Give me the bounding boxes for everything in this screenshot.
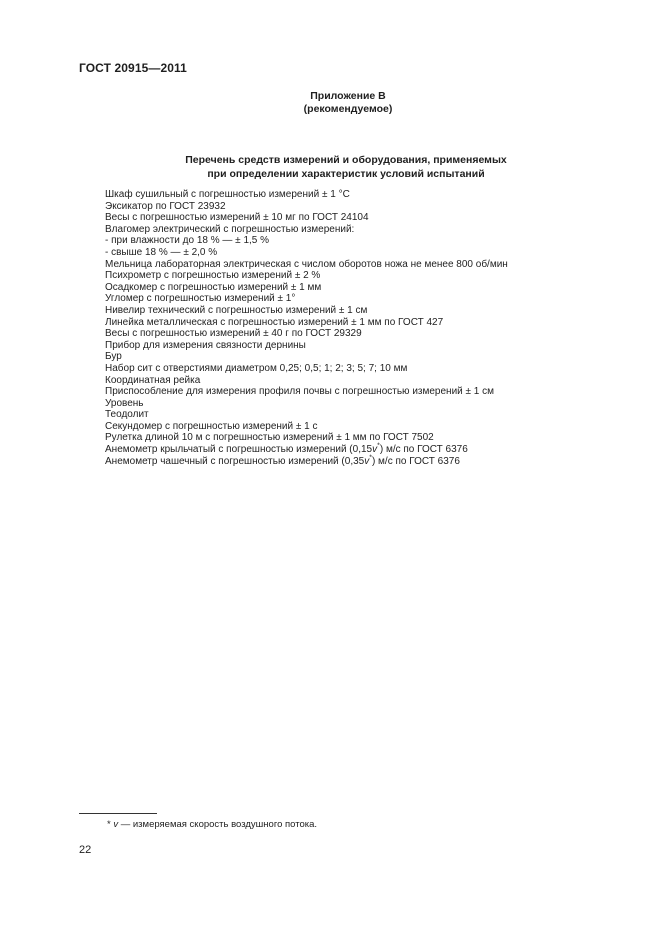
equipment-item-soil-profile-device: Приспособление для измерения профиля почвы с погрешностью измерений ± 1 см	[105, 386, 495, 398]
section-heading	[166, 153, 526, 181]
equipment-item-moisture-meter: Влагомер электрический с погрешностью измерений:	[105, 223, 355, 235]
vane-anemometer-suffix: ) м/с по ГОСТ 6376	[379, 444, 468, 456]
equipment-item-stopwatch: Секундомер с погрешностью измерений ± 1 с	[105, 420, 318, 432]
footnote-text: — измеряемая скорость воздушного потока.	[118, 819, 318, 830]
vane-anemometer-prefix: Анемометр крыльчатый с погрешностью измерений (0,15	[105, 444, 373, 456]
footnote-divider	[79, 813, 157, 814]
footnote-marker: *	[107, 819, 111, 830]
equipment-item-level-instrument: Нивелир технический с погрешностью измерений ± 1 см	[105, 304, 368, 316]
equipment-list	[105, 189, 508, 467]
page-number: 22	[79, 844, 92, 856]
section-heading-line-1: Перечень средств измерений и оборудования, применяемых	[185, 154, 507, 166]
footnote	[107, 819, 317, 831]
appendix-title: Приложение В	[310, 90, 386, 102]
equipment-item-tape-measure: Рулетка длиной 10 м с погрешностью измерений ± 1 мм по ГОСТ 7502	[105, 432, 434, 444]
equipment-item-cup-anemometer	[105, 456, 508, 468]
equipment-item-vane-anemometer	[105, 444, 508, 456]
equipment-item-theodolite: Теодолит	[105, 409, 149, 421]
equipment-item-metal-ruler: Линейка металлическая с погрешностью измерений ± 1 мм по ГОСТ 427	[105, 316, 444, 328]
cup-anemometer-symbol: v	[364, 455, 370, 467]
vane-anemometer-symbol: v	[372, 444, 378, 456]
cup-anemometer-footnote-marker: *	[369, 454, 372, 462]
footnote-symbol: v	[113, 819, 119, 830]
document-code: ГОСТ 20915—2011	[79, 61, 187, 75]
equipment-item-scales-10mg: Весы с погрешностью измерений ± 10 мг по ГОСТ 24104	[105, 212, 369, 224]
section-heading-line-2: при определении характеристик условий испытаний	[207, 168, 485, 180]
equipment-item-rain-gauge: Осадкомер с погрешностью измерений ± 1 мм	[105, 281, 322, 293]
equipment-item-drying-oven: Шкаф сушильный с погрешностью измерений ± 1 °С	[105, 189, 350, 200]
cup-anemometer-prefix: Анемометр чашечный с погрешностью измерений (0,35	[105, 455, 365, 467]
equipment-item-desiccator: Эксикатор по ГОСТ 23932	[105, 200, 226, 212]
equipment-item-scales-40g: Весы с погрешностью измерений ± 40 г по ГОСТ 29329	[105, 328, 362, 340]
vane-anemometer-footnote-marker: *	[377, 442, 380, 450]
equipment-item-auger: Бур	[105, 351, 122, 363]
equipment-item-sieve-set: Набор сит с отверстиями диаметром 0,25; 0,5; 1; 2; 3; 5; 7; 10 мм	[105, 362, 408, 374]
equipment-item-coordinate-rod: Координатная рейка	[105, 374, 201, 386]
equipment-item-turf-cohesion-device: Прибор для измерения связности дернины	[105, 339, 306, 351]
appendix-subtitle: (рекомендуемое)	[303, 103, 393, 115]
equipment-item-lab-mill: Мельница лабораторная электрическая с числом оборотов ножа не менее 800 об/мин	[105, 258, 508, 270]
equipment-item-spirit-level: Уровень	[105, 397, 144, 409]
equipment-subitem-moisture-up-to-18: - при влажности до 18 % — ± 1,5 %	[105, 235, 270, 247]
cup-anemometer-suffix: ) м/с по ГОСТ 6376	[371, 455, 460, 467]
equipment-item-psychrometer: Психрометр с погрешностью измерений ± 2 %	[105, 270, 321, 282]
equipment-item-inclinometer: Угломер с погрешностью измерений ± 1°	[105, 293, 296, 305]
equipment-subitem-moisture-over-18: - свыше 18 % — ± 2,0 %	[105, 246, 218, 258]
